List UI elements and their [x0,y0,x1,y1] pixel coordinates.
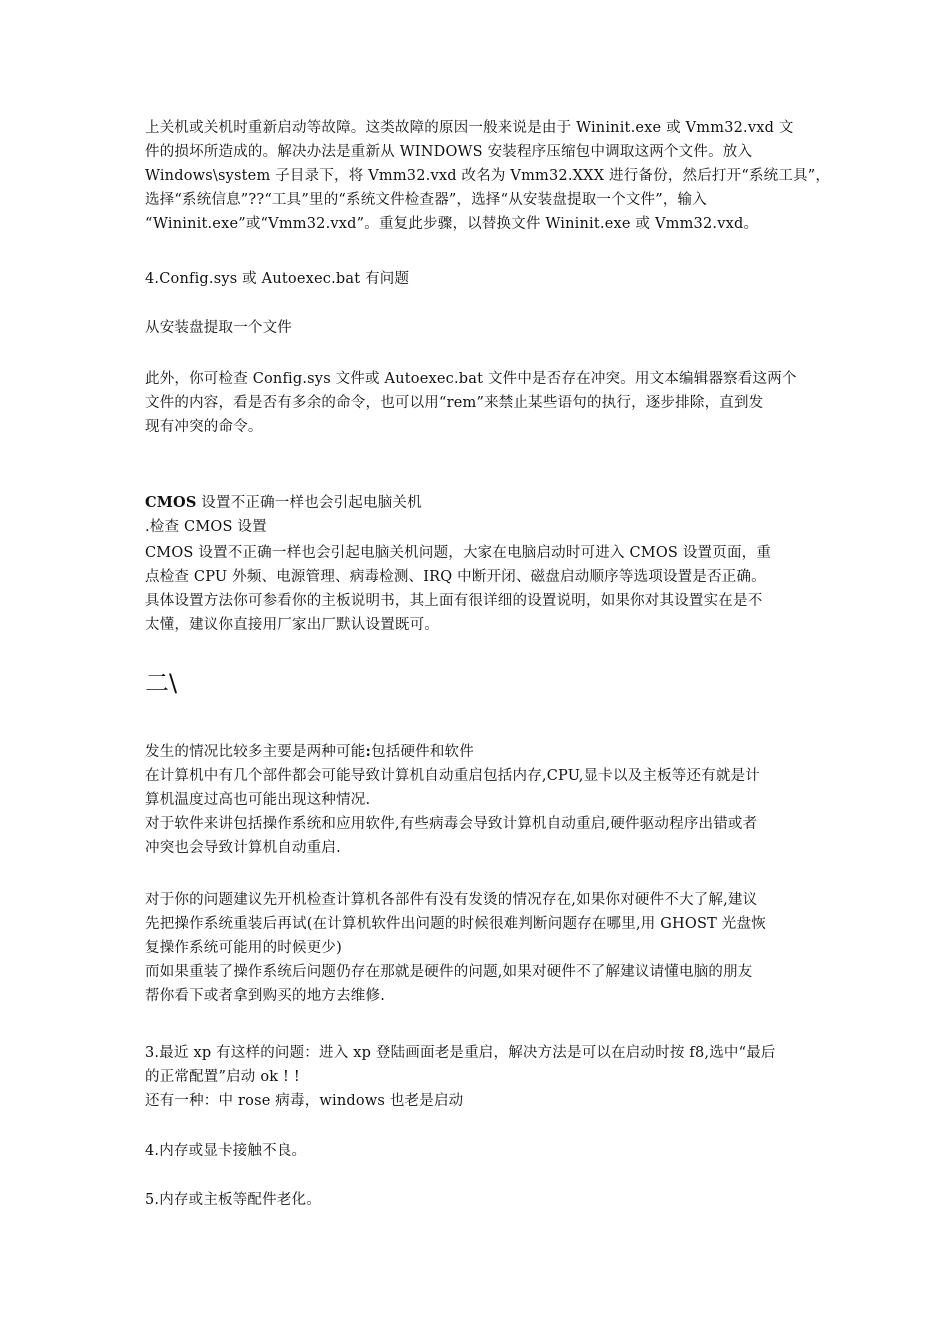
paragraph-xp-restart [145,1041,808,1113]
text-line: 对于你的问题建议先开机检查计算机各部件有没有发烫的情况存在,如果你对硬件不大了解,建议 [145,892,758,908]
text-line: CMOS 设置不正确一样也会引起电脑关机问题，大家在电脑启动时可进入 CMOS 设置页面，重 [145,545,772,561]
cmos-title-bold: CMOS [145,494,197,511]
text-line: 上关机或关机时重新启动等故障。这类故障的原因一般来说是由于 Wininit.exe 或 Vmm32.vxd 文 [145,120,794,136]
text-line: 先把操作系统重装后再试(在计算机软件出问题的时候很难判断问题存在哪里,用 GHOST 光盘恢 [145,916,766,932]
text-line: 4.内存或显卡接触不良。 [145,1143,307,1159]
text-line: 帮你看下或者拿到购买的地方去维修. [145,988,386,1004]
item-aging-parts [145,1188,808,1212]
text-line: 件的损坏所造成的。解决办法是重新从 WINDOWS 安装程序压缩包中调取这两个文件。放入 [145,144,753,160]
paragraph-advice [145,888,808,1008]
cmos-title [145,491,808,539]
text-line: 对于软件来讲包括操作系统和应用软件,有些病毒会导致计算机自动重启,硬件驱动程序出错或者 [145,816,758,832]
text-line [145,740,808,764]
item-memory-contact [145,1139,808,1163]
text-line: 复操作系统可能用的时候更少) [145,940,342,956]
text-line: 从安装盘提取一个文件 [145,320,292,336]
heading-config-sys [145,267,808,291]
cmos-title-rest: 设置不正确一样也会引起电脑关机 [196,495,422,511]
text-line: Windows\system 子目录下，将 Vmm32.vxd 改名为 Vmm32.XXX 进行备份，然后打开“系统工具”， [145,168,831,184]
text-line: 点检查 CPU 外频、电源管理、病毒检测、IRQ 中断开闭、磁盘启动顺序等选项设置是否正确。 [145,569,766,585]
text-line: 在计算机中有几个部件都会可能导致计算机自动重启包括内存,CPU,显卡以及主板等还有就是计 [145,768,760,784]
text-line: 而如果重装了操作系统后问题仍存在那就是硬件的问题,如果对硬件不了解建议请懂电脑的朋友 [145,964,753,980]
paragraph-causes [145,740,808,860]
paragraph-config-check [145,367,808,439]
text-line: 还有一种：中 rose 病毒，windows 也老是启动 [145,1093,464,1109]
extract-file-line [145,316,808,340]
section-two-heading: 二\ [145,669,178,697]
colon: : [365,743,372,760]
text-line: 算机温度过高也可能出现这种情况. [145,792,371,808]
paragraph-cmos [145,541,808,637]
text-line: 具体设置方法你可参看你的主板说明书，其上面有很详细的设置说明，如果你对其设置实在是不 [145,593,763,609]
cmos-check-line: .检查 CMOS 设置 [145,519,267,535]
text-line: “Wininit.exe”或“Vmm32.vxd”。重复此步骤，以替换文件 Wininit.exe 或 Vmm32.vxd。 [145,216,759,232]
text-line: 的正常配置”启动 ok ! ! [145,1069,300,1085]
text-line: 文件的内容，看是否有多余的命令，也可以用“rem”来禁止某些语句的执行，逐步排除，直到发 [145,395,764,411]
text-line: 现有冲突的命令。 [145,419,263,435]
cmos-title-line [145,491,808,515]
text-line: 选择“系统信息”??“工具”里的“系统文件检查器”，选择“从安装盘提取一个文件”，输入 [145,192,707,208]
heading-text: 4.Config.sys 或 Autoexec.bat 有问题 [145,271,410,287]
text-line: 太懂，建议你直接用厂家出厂默认设置既可。 [145,617,439,633]
text-line: 3.最近 xp 有这样的问题：进入 xp 登陆画面老是重启，解决方法是可以在启动时按 f8,选中“最后 [145,1045,776,1061]
text-line: 5.内存或主板等配件老化。 [145,1192,321,1208]
text-line: 此外，你可检查 Config.sys 文件或 Autoexec.bat 文件中是否存在冲突。用文本编辑器察看这两个 [145,371,797,387]
text-line: 冲突也会导致计算机自动重启. [145,840,341,856]
text-span: 包括硬件和软件 [371,744,474,760]
paragraph-file-repair [145,116,831,236]
text-span: 发生的情况比较多主要是两种可能 [145,744,366,760]
